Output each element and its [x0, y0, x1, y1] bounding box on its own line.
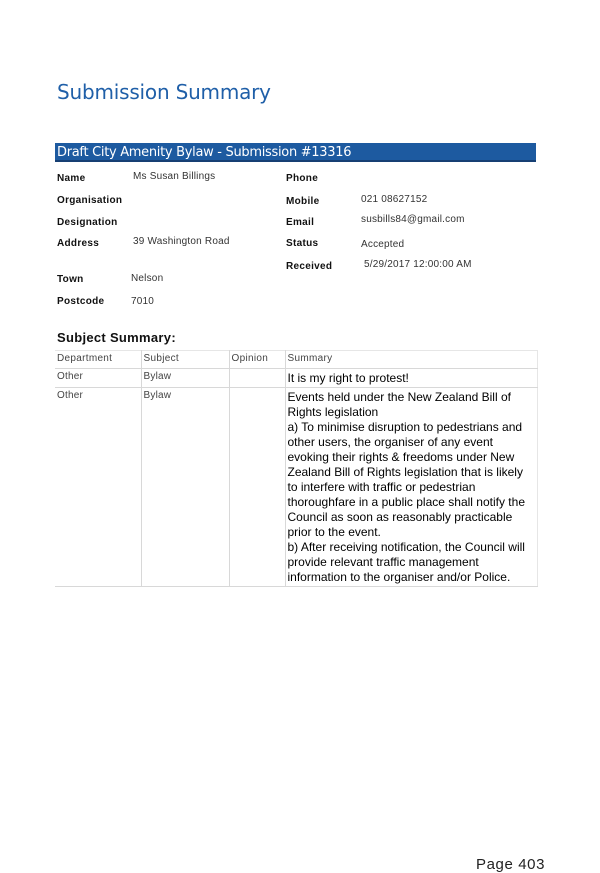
summary-cell: It is my right to protest! [285, 369, 537, 388]
subject-summary-table [55, 350, 538, 587]
subject-cell: Bylaw [141, 388, 229, 587]
town-label: Town [57, 274, 84, 285]
summary-cell: Events held under the New Zealand Bill of Rights legislation a) To minimise disruption to pedestrians and other users, the organiser of any event evoking their rights & freedoms under New Zealand Bill of Rights legislation that is likely to interfere with traffic or pedestrian thoroughfare in a public place shall notify the Council as soon as reasonably practicable prior to the event. b) After receiving notification, the Council will provide relevant traffic management information to the organiser and/or Police. [285, 388, 537, 587]
column-header-department: Department [55, 351, 141, 369]
column-header-subject: Subject [141, 351, 229, 369]
status-label: Status [286, 238, 319, 249]
opinion-cell [229, 388, 285, 587]
table-row [55, 388, 537, 587]
column-header-opinion: Opinion [229, 351, 285, 369]
received-label: Received [286, 261, 333, 272]
address-label: Address [57, 238, 100, 249]
subject-cell: Bylaw [141, 369, 229, 388]
table-header-row [55, 351, 537, 369]
mobile-label: Mobile [286, 196, 320, 207]
page-number: Page 403 [476, 856, 546, 873]
name-label: Name [57, 173, 86, 184]
postcode-value: 7010 [131, 296, 155, 307]
mobile-value: 021 08627152 [361, 194, 428, 205]
subject-summary-title: Subject Summary: [57, 330, 176, 345]
designation-label: Designation [57, 217, 118, 228]
column-header-summary: Summary [285, 351, 537, 369]
email-label: Email [286, 217, 315, 228]
department-cell: Other [55, 388, 141, 587]
postcode-label: Postcode [57, 296, 105, 307]
status-value: Accepted [361, 239, 405, 250]
opinion-cell [229, 369, 285, 388]
organisation-label: Organisation [57, 195, 123, 206]
email-value: susbills84@gmail.com [361, 214, 465, 225]
department-cell: Other [55, 369, 141, 388]
received-value: 5/29/2017 12:00:00 AM [364, 259, 472, 270]
phone-label: Phone [286, 173, 319, 184]
name-value: Ms Susan Billings [133, 171, 216, 182]
submission-banner: Draft City Amenity Bylaw - Submission #13316 [55, 143, 536, 162]
table-row [55, 369, 537, 388]
address-value: 39 Washington Road [133, 236, 230, 247]
town-value: Nelson [131, 273, 164, 284]
page-title: Submission Summary [57, 80, 271, 104]
